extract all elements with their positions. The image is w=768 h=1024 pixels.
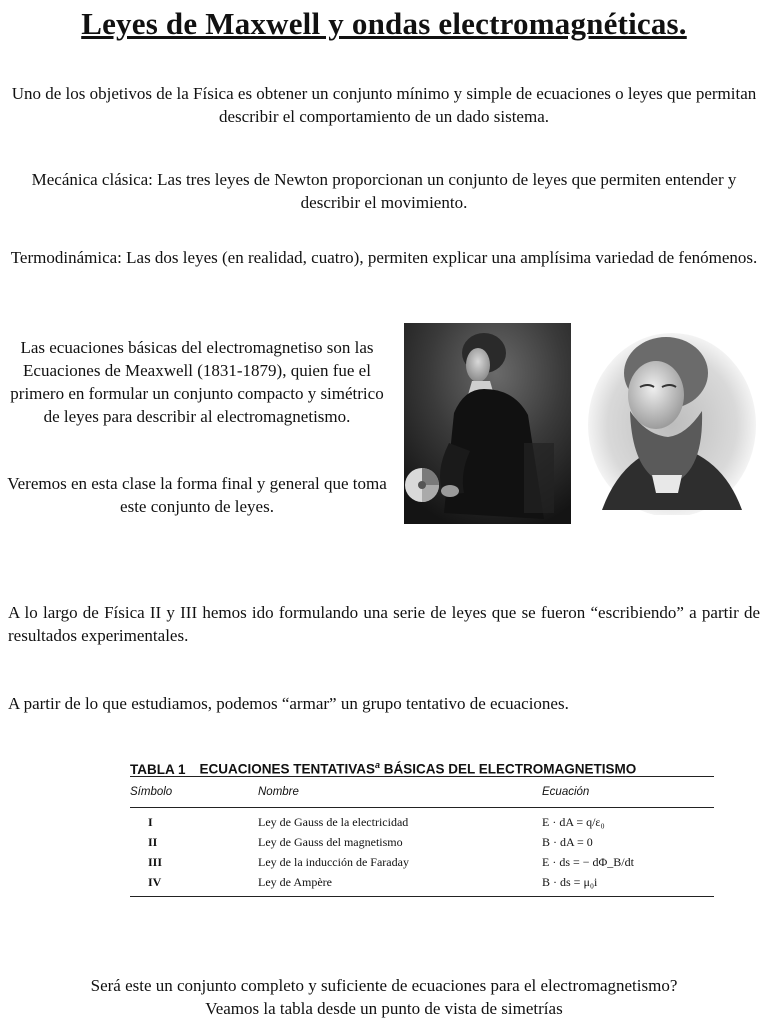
row-name: Ley de la inducción de Faraday	[258, 854, 409, 869]
fisica-paragraph: A lo largo de Física II y III hemos ido formulando una serie de leyes que se fueron “escribiendo” a partir de resultados experimentales.	[8, 603, 760, 645]
row-symbol: IV	[148, 874, 162, 889]
header-nombre: Nombre	[258, 786, 299, 798]
intro-paragraph: Uno de los objetivos de la Física es obtener un conjunto mínimo y simple de ecuaciones o leyes que permitan describir el comportamiento de un dado sistema.	[11, 84, 757, 126]
table-label: TABLA 1	[130, 761, 186, 777]
row-equation: B · dA = 0	[542, 834, 593, 849]
header-simbolo: Símbolo	[130, 786, 173, 798]
table-row	[130, 832, 714, 852]
maxwell-young-photo	[404, 323, 571, 524]
row-symbol: I	[148, 814, 153, 829]
armar-paragraph: A partir de lo que estudiamos, podemos “armar” un grupo tentativo de ecuaciones.	[8, 694, 569, 713]
row-name: Ley de Ampère	[258, 874, 332, 889]
header-ecuacion: Ecuación	[542, 786, 590, 798]
table-header-row	[130, 777, 714, 807]
table-caption-end: BÁSICAS DEL ELECTROMAGNETISMO	[380, 761, 637, 777]
row-name: Ley de Gauss del magnetismo	[258, 834, 403, 849]
row-name: Ley de Gauss de la electricidad	[258, 814, 409, 829]
mecanica-paragraph: Mecánica clásica: Las tres leyes de Newton proporcionan un conjunto de leyes que permiten entender y describir el movimiento.	[31, 170, 737, 212]
row-equation: E · dA = q/ε₀	[542, 814, 605, 829]
row-equation: B · ds = μ₀i	[542, 874, 598, 889]
table-bottom-rule	[130, 896, 714, 897]
bottom-symmetry-line: Veamos la tabla desde un punto de vista de simetrías	[205, 999, 563, 1018]
bottom-question: Será este un conjunto completo y suficiente de ecuaciones para el electromagnetismo?	[90, 976, 678, 995]
veremos-paragraph: Veremos en esta clase la forma final y general que toma este conjunto de leyes.	[7, 474, 387, 516]
maxwell-paragraph: Las ecuaciones básicas del electromagnetiso son las Ecuaciones de Meaxwell (1831-1879), quien fue el primero en formular un conjunto compacto y simétrico de leyes para describir al electromagnetismo.	[10, 338, 384, 426]
table-caption-text: ECUACIONES TENTATIVAS	[199, 761, 376, 777]
row-equation: E · ds = − dΦ_B/dt	[542, 854, 634, 869]
table-row	[130, 812, 714, 832]
equations-table	[130, 754, 714, 897]
maxwell-portrait-photo	[582, 325, 758, 515]
termodinamica-paragraph: Termodinámica: Las dos leyes (en realidad, cuatro), permiten explicar una amplísima variedad de fenómenos.	[10, 248, 758, 267]
table-row	[130, 852, 714, 872]
row-symbol: III	[148, 854, 163, 869]
row-symbol: II	[148, 834, 158, 849]
table-row	[130, 872, 714, 892]
table-body	[130, 808, 714, 896]
table-caption	[130, 754, 714, 776]
page-title: Leyes de Maxwell y ondas electromagnéticas.	[81, 6, 687, 41]
table-caption-superscript: a	[375, 760, 381, 770]
